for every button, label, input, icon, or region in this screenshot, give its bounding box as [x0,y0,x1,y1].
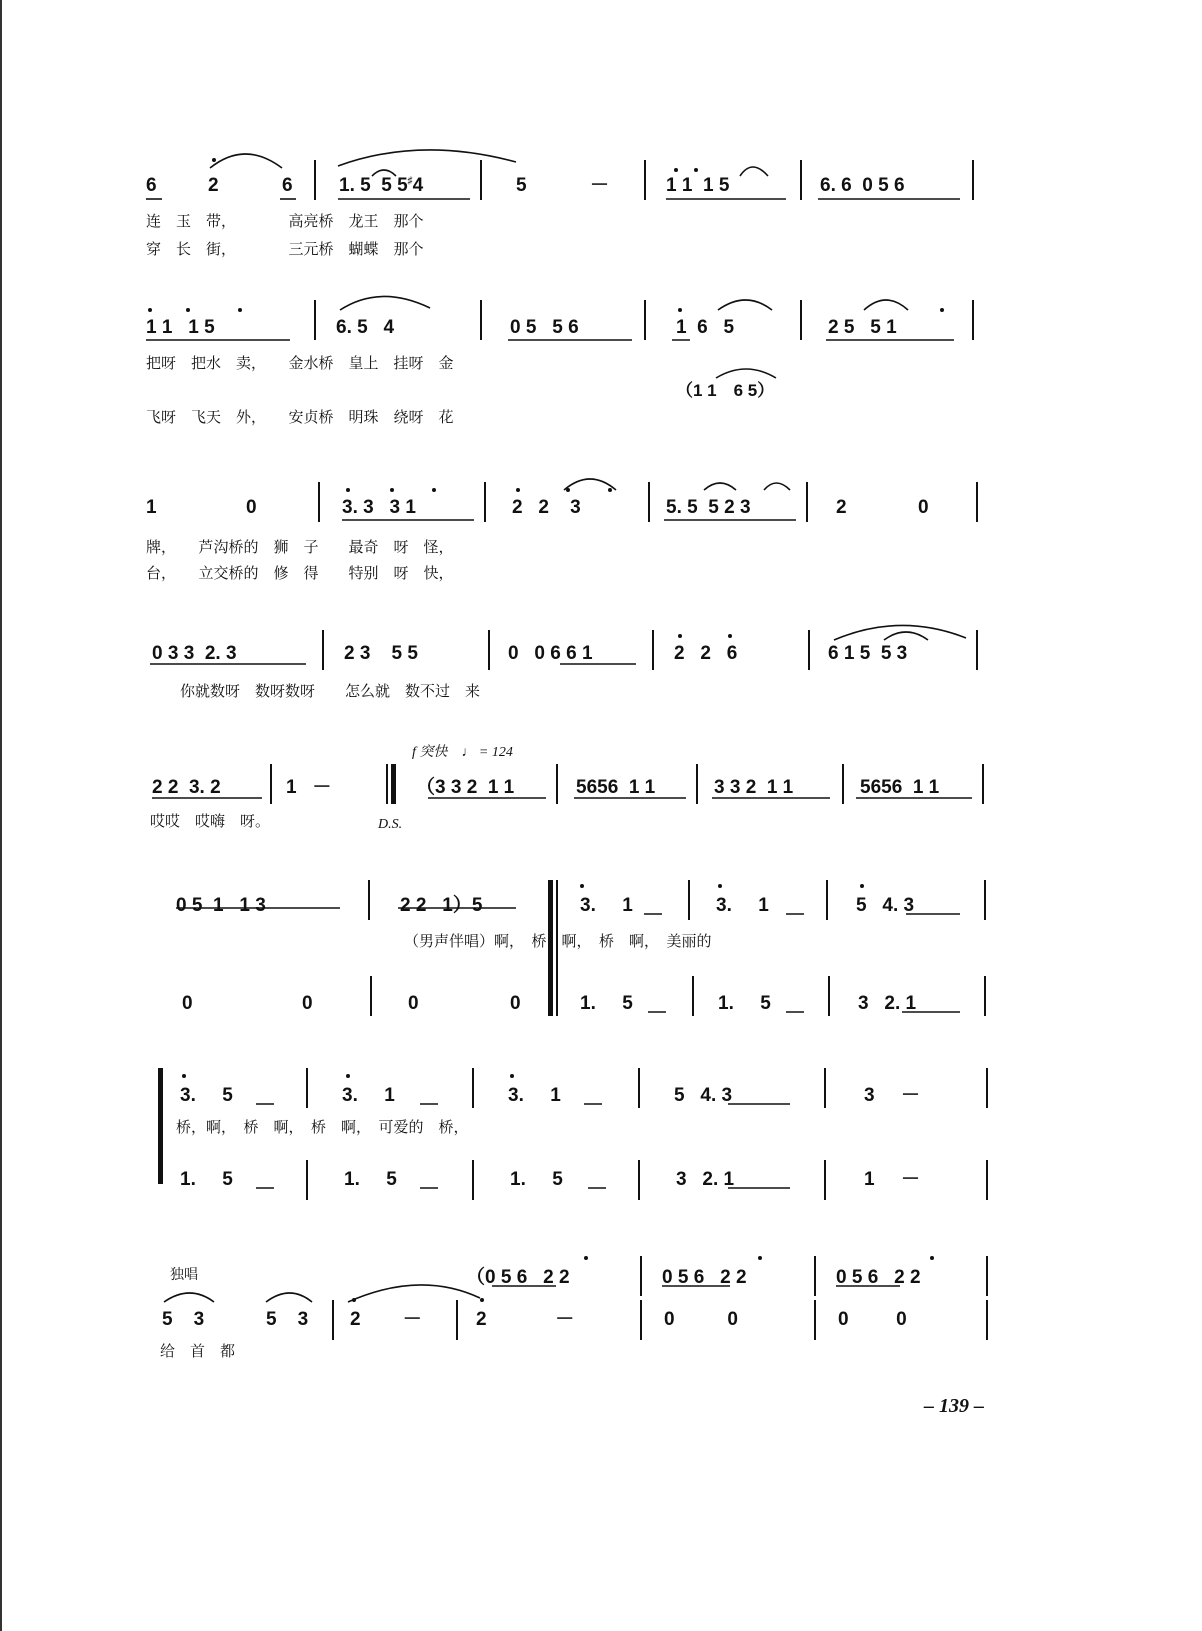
slur [164,1293,214,1302]
slur [716,369,776,378]
slur [884,632,928,640]
slur [372,170,396,176]
alt-notes: （1 1 6 5） [676,381,775,400]
lyrics-verse-2: 台， 立交桥的 修 得 特别 呀 快， [146,564,454,582]
lyrics-verse-2: 穿 长 街， 三元桥 蝴蝶 那个 [146,240,424,258]
lyrics-verse-1: 连 玉 带， 高亮桥 龙王 那个 [146,212,424,230]
page-number: – 139 – [924,1395,984,1417]
lyrics-verse-1: 你就数呀 数呀数呀 怎么就 数不过 来 [180,682,481,700]
slur [210,154,282,168]
lyrics-verse-1: 把呀 把水 卖， 金水桥 皇上 挂呀 金 [146,354,454,372]
lyrics-verse-1: （男声伴唱）啊， 桥 啊， 桥 啊， 美丽的 [404,932,712,950]
slur [338,150,516,166]
slur [740,167,768,176]
lyrics-verse-1: 给 首 都 [160,1342,236,1360]
slur [340,296,430,310]
lyrics-verse-1: 哎哎 哎嗨 呀。 [150,812,271,830]
slur [348,1285,480,1302]
lyrics-verse-1: 牌， 芦沟桥的 狮 子 最奇 呀 怪， [146,538,454,556]
slur [718,300,772,310]
slur [266,1293,312,1302]
tempo-mark: f 突快 ♩ = 124 [412,745,513,760]
lyrics-verse-1: 桥，啊， 桥 啊， 桥 啊， 可爱的 桥， [176,1118,469,1136]
lyrics-verse-2: 飞呀 飞天 外， 安贞桥 明珠 绕呀 花 [146,408,454,426]
slur [864,300,908,310]
slur [764,483,790,490]
solo-label: 独唱 [170,1267,198,1283]
slur [564,479,616,490]
slur [704,483,736,490]
da-segno-mark: D.S. [378,817,403,832]
